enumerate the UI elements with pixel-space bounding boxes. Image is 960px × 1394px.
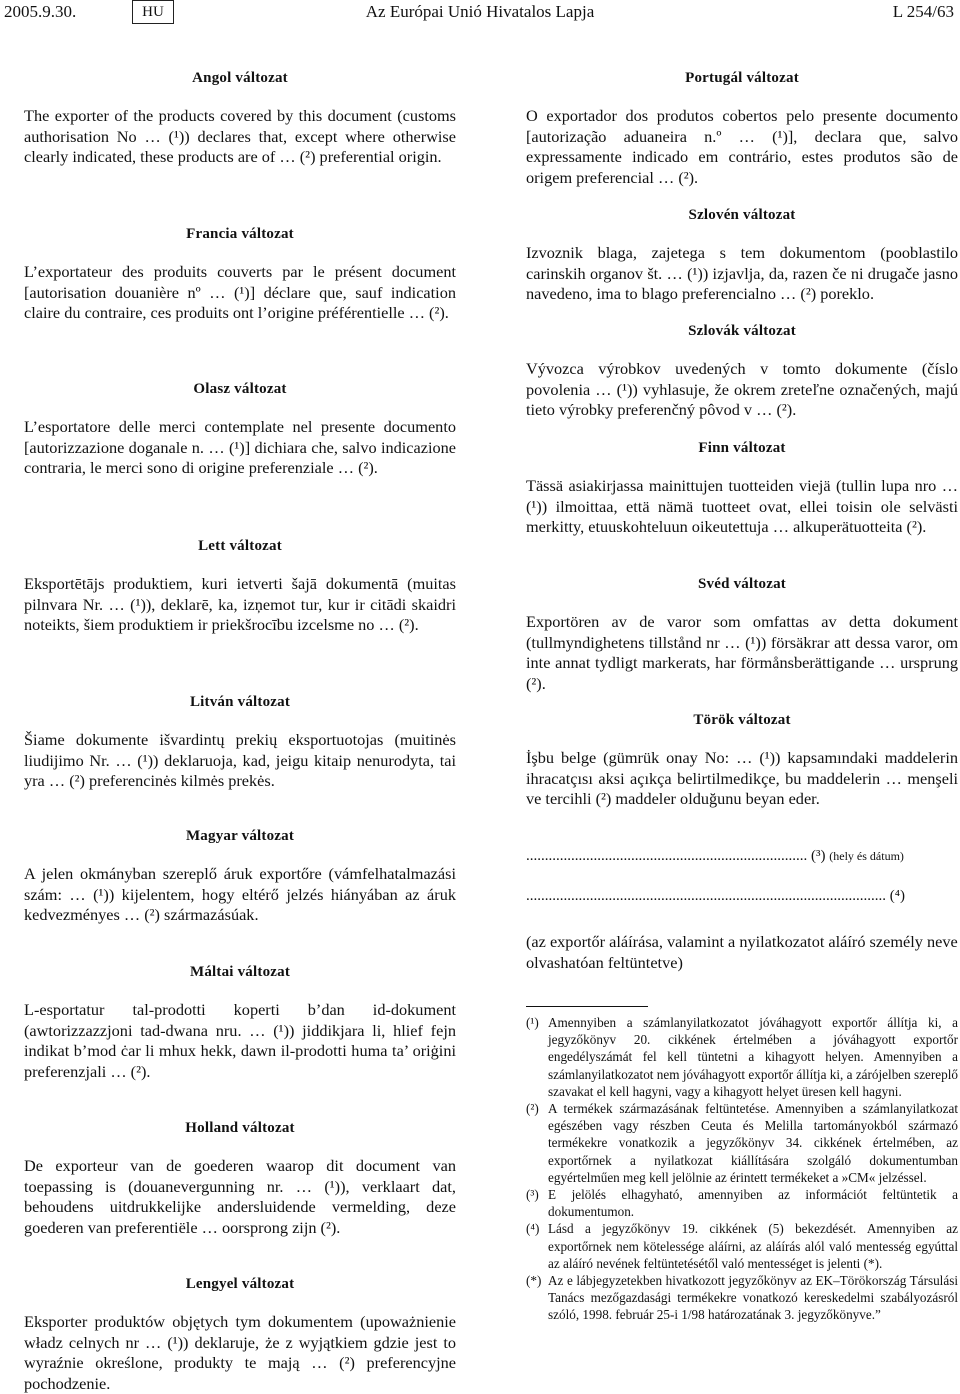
version-section-dutch — [24, 1120, 456, 1238]
version-section-italian — [24, 381, 456, 479]
footnote-mark: (¹) — [526, 1015, 539, 1030]
version-section-hungarian — [24, 828, 456, 926]
declaration-text: The exporter of the products covered by this document (customs authorisation No … (¹)) declares that, except where otherwise clearly indicated, these products are of … (²) preferential origin. — [24, 106, 456, 167]
footnotes — [526, 1014, 958, 1324]
section-heading: Finn változat — [698, 440, 786, 456]
footnote-text: A termékek származásának feltüntetése. Amennyiben a számlanyilatkozat egészében vagy részben Ceuta és Melilla tartományokból származó termékekre vonatkozik a jegyzőkönyv 34. cikkének értelmében, az exportőrnek a nyilatkozat kiállítására szolgáló dokumentumban egyértelműen meg kell jelölnie az érintett termékeket a »CM« jelzéssel. — [548, 1101, 958, 1185]
page-number: L 254/63 — [892, 2, 954, 21]
version-section-swedish — [526, 576, 958, 694]
section-heading: Török változat — [693, 712, 791, 728]
section-heading: Magyar változat — [185, 828, 295, 844]
signature-dots: ........................................................................... — [526, 848, 808, 864]
footnote-item — [526, 1100, 958, 1186]
footnote-text: Amennyiben a számlanyilatkozatot jóváhagyott exportőr állítja ki, a jegyzőkönyv 20. cikkének értelmében a jóváhagyott exportőr engedélyszámát fel kell tüntetni a kihagyott helyen. Amennyiben a számlanyilatkozatot nem jóváhagyott exportőr állítja ki, a zárójelben szereplő szavakat el kell hagyni, vagy a kihagyott helyet üresen kell hagyni. — [548, 1015, 958, 1099]
version-section-lithuanian — [24, 694, 456, 792]
declaration-text: Vývozca výrobkov uvedených v tomto dokumente (číslo povolenia … (¹)) vyhlasuje, že okrem zreteľne označených, majú tieto výrobky preferenčný pôvod v … (²). — [526, 359, 958, 420]
section-heading: Portugál változat — [685, 70, 799, 86]
footnote-item — [526, 1014, 958, 1100]
declaration-text: Tässä asiakirjassa mainittujen tuotteiden viejä (tullin lupa nro … (¹)) ilmoittaa, että nämä tuotteet ovat, ellei toisin ole selvästi merkitty, etuuskohteluun oikeutettuja … alkuperätuotteita (²). — [526, 476, 958, 537]
place-date-line — [526, 848, 958, 865]
signature-line — [526, 888, 958, 905]
version-section-latvian — [24, 538, 456, 636]
footnote-mark: (³) — [526, 1187, 539, 1203]
section-heading: Szlovén változat — [688, 207, 796, 223]
footnote-divider — [526, 1006, 648, 1007]
declaration-text: Izvoznik blaga, zajetega s tem dokumentom (pooblastilo carinskih organov št. … (¹)) izjavlja, da, razen če ni drugače jasno navedeno, ima to blago preferencialno … (²) poreklo. — [526, 243, 958, 304]
section-heading: Szlovák változat — [688, 323, 796, 339]
section-heading: Litván változat — [189, 694, 291, 710]
language-badge: HU — [132, 0, 174, 24]
footnote-text: Lásd a jegyzőkönyv 19. cikkének (5) bekezdését. Amennyiben az exportőrnek nem kötelessége aláírni, az aláírás alól való mentesség egyúttal az aláíró nevének feltüntetésétől való mentességet is jelenti (*). — [548, 1221, 958, 1271]
version-section-portuguese — [526, 70, 958, 188]
footnote-ref: (³) — [811, 848, 826, 864]
footnote-text: E jelölés elhagyható, amennyiben az információt feltüntetik a dokumentumon. — [548, 1187, 958, 1220]
place-date-label: (hely és dátum) — [829, 849, 904, 863]
journal-title: Az Európai Unió Hivatalos Lapja — [365, 2, 595, 21]
declaration-text: İşbu belge (gümrük onay No: … (¹)) kapsamındaki maddelerin ihracatçısı aksi açıkça belirtilmedikçe, bu maddelerin … menşeli ve tercihli (²) maddeler olduğunu beyan eder. — [526, 748, 958, 809]
version-section-maltese — [24, 964, 456, 1082]
section-heading: Angol változat — [192, 70, 288, 86]
declaration-text: O exportador dos produtos cobertos pelo presente documento [autorização aduaneira n.º … (¹)], declara que, salvo expressamente indicado em contrário, estes produtos são de origem preferencial … (²). — [526, 106, 958, 187]
declaration-text: L’exportateur des produits couverts par le présent document [autorisation douanière nº … (¹)] déclare que, sauf indication claire du contraire, ces produits ont l’origine préférentielle … (²). — [24, 262, 456, 323]
version-section-english — [24, 70, 456, 168]
footnote-item — [526, 1186, 958, 1220]
section-heading: Lett változat — [198, 538, 282, 554]
section-heading: Francia változat — [186, 226, 294, 242]
version-section-turkish — [526, 712, 958, 810]
section-heading: Holland változat — [185, 1120, 295, 1136]
version-section-finnish — [526, 440, 958, 538]
version-section-slovenian — [526, 207, 958, 305]
declaration-text: Eksportētājs produktiem, kuri ietverti šajā dokumentā (muitas pilnvara Nr. … (¹)), deklarē, ka, izņemot tur, kur ir citādi skaidri noteikts, šiem produktiem ir priekšrocību izcelsme no … (²). — [24, 574, 456, 635]
footnote-text: Az e lábjegyzetekben hivatkozott jegyzőkönyv az EK–Törökország Társulási Tanács mezőgazdasági termékekre vonatkozó kereskedelmi szabályozásról szóló, 1998. február 25-i 1/98 határozatának 3. jegyzőkönyve.” — [548, 1273, 958, 1323]
signature-dots: ................................................................................................ — [526, 888, 886, 904]
declaration-text: Eksporter produktów objętych tym dokumentem (upoważnienie władz celnych nr … (¹)) deklaruje, że z wyjątkiem gdzie jest to wyraźnie określone, produkty te mają … (²) preferencyjne pochodzenie. — [24, 1312, 456, 1393]
declaration-text: L-esportatur tal-prodotti koperti b’dan id-dokument (awtorizzazzjoni tad-dwana nru. … (¹)) jiddikjara li, hlief fejn indikat b’mod ċar li mhux hekk, dawn il-prodotti huma ta’ oriġini preferenzjali … (²). — [24, 1000, 456, 1081]
declaration-text: L’esportatore delle merci contemplate nel presente documento [autorizzazione doganale n. … (¹)] dichiara che, salvo indicazione contraria, le merci sono di origine preferenziale … (²). — [24, 417, 456, 478]
declaration-text: Šiame dokumente išvardintų prekių eksportuotojas (muitinės liudijimo Nr. … (¹)) deklaruoja, kad, jeigu kitaip nenurodyta, tai yra … (²) preferencinės kilmės prekės. — [24, 730, 456, 791]
section-heading: Olasz változat — [193, 381, 287, 397]
footnote-mark: (²) — [526, 1101, 539, 1117]
publication-date: 2005.9.30. — [4, 2, 77, 21]
section-heading: Máltai változat — [189, 964, 291, 980]
version-section-french — [24, 226, 456, 324]
footnote-ref: (⁴) — [889, 888, 905, 904]
version-section-polish — [24, 1276, 456, 1394]
footnote-item — [526, 1272, 958, 1324]
section-heading: Svéd változat — [697, 576, 786, 592]
signature-caption: (az exportőr aláírása, valamint a nyilatkozatot aláíró személy neve olvashatóan feltüntetve) — [526, 932, 958, 972]
footnote-mark: (⁴) — [526, 1221, 540, 1237]
page-header — [0, 0, 960, 26]
footnote-item — [526, 1220, 958, 1272]
footnote-mark: (*) — [526, 1273, 542, 1289]
version-section-slovak — [526, 323, 958, 421]
declaration-text: De exporteur van de goederen waarop dit document van toepassing is (douanevergunning nr. … (¹)), verklaart dat, behoudens uitdrukkelijke andersluidende vermelding, deze goederen van preferentiële … oorsprong zijn (²). — [24, 1156, 456, 1237]
declaration-text: A jelen okmányban szereplő áruk exportőre (vámfelhatalmazási szám: … (¹)) kijelentem, hogy eltérő jelzés hiányában az áruk kedvezményes … (²) származásúak. — [24, 864, 456, 925]
declaration-text: Exportören av de varor som omfattas av detta dokument (tullmyndighetens tillstånd nr … (¹)) försäkrar att dessa varor, om inte annat tydligt markerats, har förmånsberättigande … ursprung (²). — [526, 612, 958, 693]
section-heading: Lengyel változat — [185, 1276, 295, 1292]
